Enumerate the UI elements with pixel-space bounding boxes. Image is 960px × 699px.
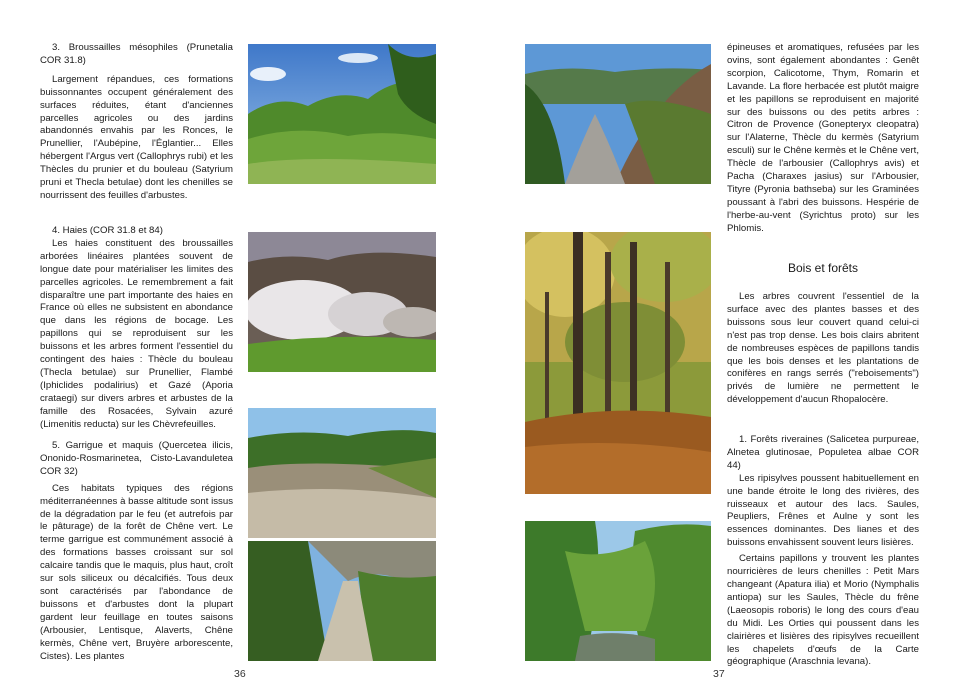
photo-hedge <box>248 232 436 372</box>
paragraph-haies: Les haies constituent des broussailles arborées linéaires plantées souvent de longue date pour matérialiser les limites des parcelles agricoles. Le remembrement a fait disparaître une part importante des haies en France où elles ne subsistent en abondance que dans les régions de bocage. Les papillons qui se reproduisent sur les buissons et les arbres forment l'essentiel du contingent des haies : Thècle du bouleau (Thecla betulae) sur Prunellier, Flambé (Iphiclides podalirius) et Gazé (Aporia crataegi) sur divers arbres et arbustes de la famille des Rosacées, Sylvain azuré (Limenitis reducta) sur les Chèvrefeuilles. <box>40 237 233 430</box>
photo-forest <box>525 232 711 494</box>
section-heading-haies: 4. Haies (COR 31.8 et 84) <box>52 225 163 236</box>
right-page <box>480 0 960 699</box>
section-title-bois: Bois et forêts <box>787 261 859 275</box>
photo-gorge <box>525 44 711 184</box>
section-heading-broussailles: 3. Broussailles mésophiles (Prunetalia COR 31.8) <box>40 42 233 66</box>
page-number-right: 37 <box>713 668 725 680</box>
section-heading-forets-riveraines: 1. Forêts riveraines (Salicetea purpureae, Alnetea glutinosae, Populetea albae COR 44) <box>727 434 919 471</box>
photo-maquis-path <box>248 541 436 661</box>
left-text-block-3 <box>40 440 233 663</box>
page-number-left: 36 <box>234 668 246 680</box>
photo-riverside <box>525 521 711 661</box>
paragraph-papillons-ripisylves: Certains papillons y trouvent les plantes nourricières de leurs chenilles : Petit Mars changeant (Apatura ilia) et Morio (Nymphalis antiopa) sur les Saules, Thècle du frêne (Laeosopis roboris) le long des cours d'eau du Midi. Les Orties qui poussent dans les clairières et lisières des ripisylves recueillent les chapelets d'œufs de la Carte géographique (Araschnia levana). <box>727 553 919 668</box>
paragraph-garrigue: Ces habitats typiques des régions méditerranéennes à basse altitude sont issus de la dégradation par le feu (et autrefois par le pâturage) de la forêt de Chêne vert. Le terme garrigue est communément associé à des formations basses croissant sur sol calcaire tandis que le maquis, plus haut, croît sur sols siliceux ou décalcifiés. Tous deux sont caractérisés par l'abondance de buissons et d'arbustes dont la plupart gardent leur feuillage en toutes saisons (Arbousier, Lentisque, Alaverts, Chêne kermès, Chêne vert, Bruyère arborescente, Cistes). Les plantes <box>40 482 233 662</box>
right-text-block-1 <box>727 42 919 236</box>
photo-shrubland <box>248 44 436 184</box>
paragraph-ripisylves: Les ripisylves poussent habituellement en une bande étroite le long des rivières, des ruisseaux et autour des lacs. Saules, Peupliers, Frênes et Aulne y sont les essences dominantes. Des lianes et des buissons envahissent souvent leurs lisières. <box>727 472 919 549</box>
section-heading-garrigue: 5. Garrigue et maquis (Quercetea ilicis, Ononido-Rosmarinetea, Cisto-Lavanduletea COR 32) <box>40 440 233 477</box>
paragraph-continued: épineuses et aromatiques, refusées par les ovins, sont également abondantes : Genêt scorpion, Calicotome, Thym, Romarin et Lavande. La flore herbacée est plutôt maigre et les papillons se reproduisent en majorité sur des buissons ou des petits arbres : Citron de Provence (Gonepteryx cleopatra) sur l'Alaterne, Thècle du kermès (Satyrium esculi) sur le Chêne kermès et le Chêne vert, Thècle de l'arbousier (Callophrys avis) et Pacha (Charaxes jasius) sur l'Arbousier, Tityre (Pyronia bathseba) sur les Graminées poussant à l'abri des buissons. Hespérie de l'herbe-au-vent (Syrichtus proto) sur les Phlomis. <box>727 42 919 234</box>
left-text-block-2 <box>40 225 233 432</box>
right-text-block-3 <box>727 434 919 669</box>
photo-garrigue <box>248 408 436 538</box>
paragraph-bois-intro: Les arbres couvrent l'essentiel de la surface avec des plantes basses et des buissons sous leur couvert quand celui-ci n'est pas trop dense. Les bois clairs abritent de nombreuses espèces de papillons tandis que les bois denses et les plantations de conifères en rangs serrés ("reboisements") privés de lumière ne permettent le développement d'aucun Rhopalocère. <box>727 291 919 406</box>
right-text-block-2 <box>727 291 919 407</box>
paragraph-broussailles: Largement répandues, ces formations buissonnantes occupent généralement des surfaces réduites, étant d'anciennes parcelles agricoles ou des jardins abandonnés envahis par les Ronces, le Prunellier, l'Aubépine, l'Églantier... Elles hébergent l'Argus vert (Callophrys rubi) et les Thècles du prunier et du bouleau (Satyrium pruni et Thecla betulae) dont les chenilles se nourrissent des feuilles d'arbustes. <box>40 73 233 201</box>
left-text-block-1 <box>40 42 233 203</box>
